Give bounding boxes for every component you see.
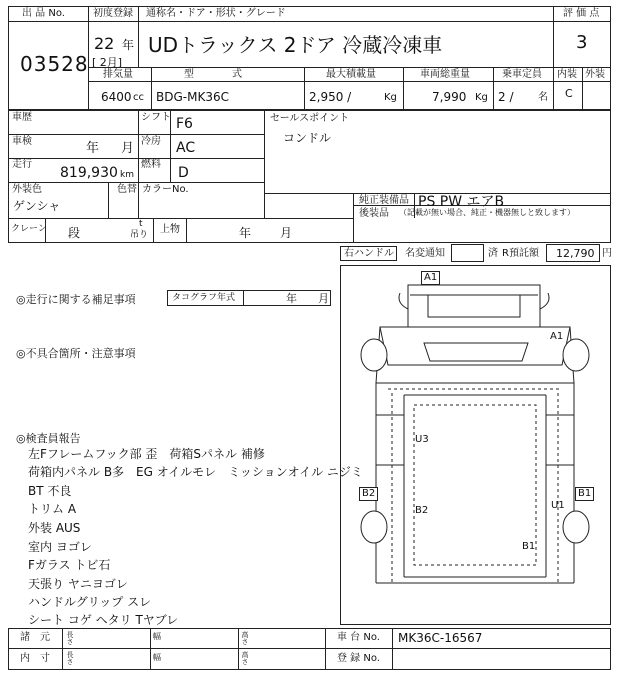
- inspector-line: 左Fフレームフック部 歪 荷箱Sパネル 補修: [28, 447, 265, 461]
- mount-year-unit: 年: [239, 226, 252, 240]
- crane-lift-unit: 吊り: [130, 230, 149, 240]
- divider: [8, 158, 264, 159]
- mount-label: 上物: [160, 224, 180, 235]
- fuel-value: D: [178, 165, 189, 181]
- defects-label: ◎不具合箇所・注意事項: [16, 347, 136, 360]
- max-load-label: 最大積載量: [326, 69, 376, 80]
- inspection-year-unit: 年: [86, 141, 100, 156]
- exterior-label: 外装: [585, 69, 605, 80]
- divider: [304, 67, 305, 110]
- damage-mark-b1-bottom: B1: [522, 541, 536, 552]
- divider: [8, 21, 88, 22]
- height-label-2: 高さ: [241, 651, 249, 665]
- displacement-label: 排気量: [103, 69, 133, 80]
- divider: [264, 110, 265, 218]
- first-reg-label: 初度登録: [93, 8, 133, 19]
- inspector-line: シート コゲ ヘタリ Tヤブレ: [28, 613, 179, 627]
- dims-label: 内 寸: [20, 653, 50, 664]
- options-value: PS PW エアB: [418, 194, 505, 210]
- total-weight-value: 7,990: [432, 90, 467, 104]
- inspector-line: ハンドルグリップ スレ: [28, 595, 152, 609]
- mileage-unit: km: [120, 170, 134, 180]
- driving-notes-label: ◎走行に関する補足事項: [16, 293, 136, 306]
- divider: [243, 290, 244, 306]
- model-value: BDG-MK36C: [156, 90, 229, 104]
- aircon-label: 冷房: [141, 136, 161, 147]
- inspector-line: 外装 AUS: [28, 521, 81, 535]
- divider: [108, 182, 109, 218]
- divider: [8, 648, 611, 649]
- inspector-line: 室内 ヨゴレ: [28, 540, 92, 554]
- damage-mark-u3: U3: [415, 434, 429, 445]
- inspection-label: 車検: [12, 136, 32, 147]
- aircon-value: AC: [176, 140, 196, 156]
- divider: [582, 67, 583, 110]
- inspector-line: 天張り ヤニヨゴレ: [28, 577, 128, 591]
- model-label: 型 式: [184, 69, 248, 80]
- tacho-label: タコグラフ年式: [172, 293, 236, 303]
- divider: [150, 628, 151, 670]
- divider: [353, 193, 354, 243]
- chassis-value: MK36C-16567: [398, 631, 483, 645]
- inspector-line: トリム A: [28, 502, 77, 516]
- divider: [186, 218, 187, 243]
- aftermarket-note: （記載が無い場合、純正・機器無しと致します）: [399, 208, 575, 217]
- interior-value: C: [565, 87, 573, 100]
- damage-mark-a1-top: A1: [421, 271, 440, 285]
- color-label: 外装色: [12, 184, 42, 195]
- inspector-line: Fガラス トビ石: [28, 558, 111, 572]
- divider: [403, 67, 404, 110]
- color-number-label: カラーNo.: [142, 184, 189, 195]
- total-weight-unit: Kg: [475, 92, 488, 103]
- inspector-line: BT 不良: [28, 484, 72, 498]
- divider: [88, 21, 553, 22]
- divider: [493, 67, 494, 110]
- crane-ton-unit: t: [139, 219, 143, 229]
- divider: [8, 134, 264, 135]
- inspection-month-unit: 月: [121, 141, 135, 156]
- reg-label: 登 録 No.: [337, 653, 380, 664]
- length-label: 長さ: [66, 631, 74, 645]
- vehicle-name: UDトラックス 2ドア 冷蔵冷凍車: [148, 33, 443, 57]
- divider: [553, 81, 611, 82]
- truck-diagram: [340, 265, 611, 625]
- divider: [138, 6, 139, 67]
- shift-label: シフト: [141, 112, 171, 123]
- displacement-unit: cc: [133, 92, 144, 103]
- name-label: 通称名・ドア・形状・グレード: [146, 8, 286, 19]
- chassis-label: 車 台 No.: [337, 632, 380, 643]
- max-load-value: 2,950 /: [309, 90, 352, 104]
- mileage-value: 819,930: [60, 165, 118, 181]
- height-label: 高さ: [241, 631, 249, 645]
- damage-mark-b2-body: B2: [415, 505, 429, 516]
- divider: [138, 110, 139, 218]
- first-reg-year-unit: 年: [122, 38, 135, 52]
- total-weight-label: 車両総重量: [420, 69, 470, 80]
- max-load-unit: Kg: [384, 92, 397, 103]
- first-reg-year: 22: [94, 34, 115, 53]
- crane-stage-unit: 段: [68, 226, 81, 240]
- lot-number: 03528: [20, 52, 89, 76]
- divider: [8, 182, 264, 183]
- color-no-label: 色替: [117, 184, 137, 195]
- lot-label: 出 品 No.: [22, 8, 65, 19]
- aftermarket-label: 後装品: [359, 208, 389, 219]
- footer-frame: [8, 628, 611, 670]
- width-label: 幅: [153, 632, 161, 641]
- tacho-month-unit: 月: [318, 292, 329, 305]
- inspector-label: ◎検査員報告: [16, 432, 81, 445]
- name-change-label: 名変通知: [405, 248, 445, 259]
- steering-value: 右ハンドル: [344, 248, 394, 259]
- history-label: 車歴: [12, 112, 32, 123]
- grade-value: 3: [576, 32, 588, 53]
- divider: [392, 628, 393, 670]
- inspector-line: 荷箱内パネル B多 EG オイルモレ ミッションオイル ニジミ: [28, 465, 363, 479]
- color-value: ゲンシャ: [13, 199, 61, 213]
- divider: [62, 628, 63, 670]
- tacho-year-unit: 年: [286, 292, 297, 305]
- sales-point-value: コンドル: [283, 131, 332, 145]
- length-label-2: 長さ: [66, 651, 74, 665]
- recycle-deposit-label: R預託額: [502, 248, 539, 259]
- mileage-label: 走行: [12, 159, 32, 170]
- capacity-value: 2 /: [498, 90, 514, 104]
- damage-mark-a1-right: A1: [550, 331, 564, 342]
- damage-mark-b1-right: B1: [575, 487, 594, 501]
- divider: [153, 218, 154, 243]
- shift-value: F6: [176, 116, 193, 132]
- grade-label: 評 価 点: [563, 8, 600, 19]
- divider: [553, 21, 611, 22]
- specs-label: 諸 元: [20, 632, 50, 643]
- damage-mark-u1: U1: [551, 500, 565, 511]
- divider: [151, 67, 152, 110]
- recycle-amount: 12,790: [556, 247, 595, 260]
- sales-point-label: セールスポイント: [270, 113, 350, 124]
- first-reg-month: [ 2月]: [92, 56, 123, 69]
- divider: [88, 67, 553, 68]
- crane-label: クレーン: [11, 224, 47, 234]
- mount-month-unit: 月: [280, 226, 293, 240]
- name-change-box: [451, 244, 484, 262]
- interior-label: 内装: [557, 69, 577, 80]
- divider: [88, 81, 553, 82]
- capacity-label: 乗車定員: [502, 69, 542, 80]
- damage-mark-b2-left: B2: [359, 487, 378, 501]
- recycle-label: 済: [488, 248, 498, 259]
- fuel-label: 燃料: [141, 159, 161, 170]
- width-label-2: 幅: [153, 653, 161, 662]
- divider: [8, 218, 353, 219]
- divider: [238, 628, 239, 670]
- displacement-value: 6400: [101, 90, 132, 104]
- divider: [325, 628, 326, 670]
- options-label: 純正装備品: [359, 195, 409, 206]
- recycle-unit: 円: [602, 248, 612, 259]
- capacity-unit: 名: [538, 92, 548, 103]
